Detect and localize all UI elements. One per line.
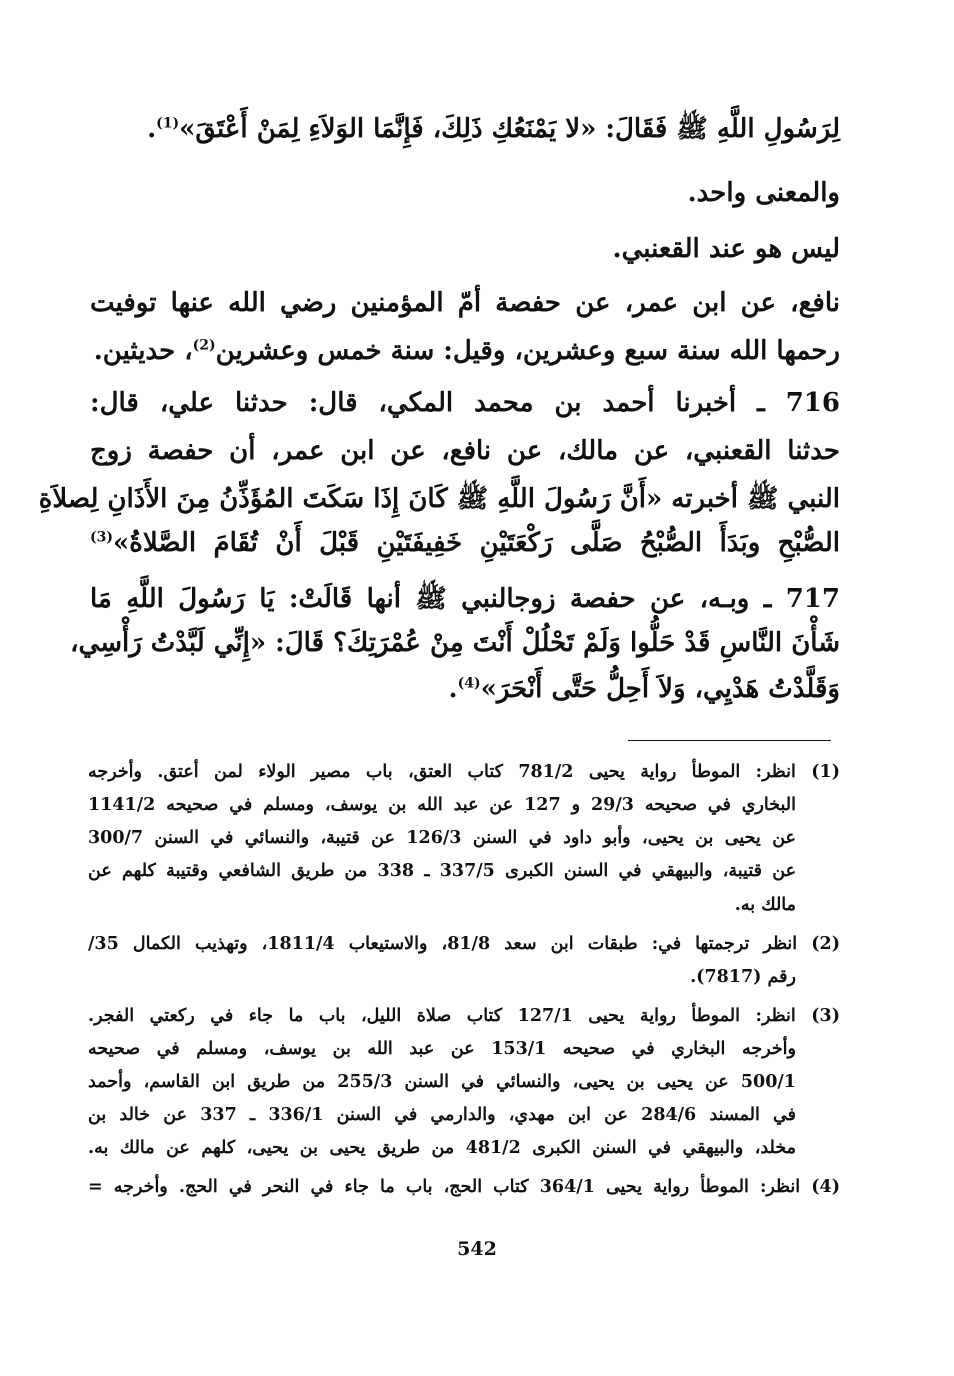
footnote-4-line-1: (4) انظر: الموطأ رواية يحيى 364/1 كتاب الحج، باب ما جاء في النحر في الحج. وأخرجه =	[88, 1177, 841, 1197]
main-line-4: نافع، عن ابن عمر، عن حفصة أمّ المؤمنين رضي الله عنها توفيت	[90, 288, 840, 318]
footnote-ref-2: (2)	[192, 337, 216, 354]
hadith-716-line-2: حدثنا القعنبي، عن مالك، عن نافع، عن ابن عمر، أن حفصة زوج	[90, 436, 840, 466]
hadith-717-line-3-end: .	[448, 674, 458, 704]
footnote-2-line-1: (2) انظر ترجمتها في: طبقات ابن سعد 81/8، والاستيعاب 1811/4، وتهذيب الكمال 35/	[88, 934, 840, 954]
hadith-number-716: 716	[785, 388, 840, 418]
hadith-717-line-3	[449, 674, 841, 704]
footnote-1-line-3: عن يحيى بن يحيى، وأبو داود في السنن 126/3 عن قتيبة، والنسائي في السنن 300/7	[88, 828, 796, 848]
main-line-1-end: .	[147, 114, 157, 144]
main-line-3: ليس هو عند القعنبي.	[612, 234, 840, 264]
hadith-717-line-1	[90, 582, 840, 620]
footnote-1-line-1: (1) انظر: الموطأ رواية يحيى 781/2 كتاب العتق، باب مصير الولاء لمن أعتق. وأخرجه	[88, 762, 840, 782]
main-line-1	[147, 112, 840, 150]
main-line-5-end: ، حديثين.	[93, 336, 193, 366]
footnote-3-line-5: مخلد، والبيهقي في السنن الكبرى 481/2 من طريق يحيى بن يحيى، كلهم عن مالك به.	[88, 1138, 796, 1158]
hadith-717-heading: ـ وبـه، عن حفصة زوجالنبي ﷺ أنها قَالَتْ: يَا رَسُولَ اللَّهِ مَا	[90, 584, 786, 614]
footnote-2-line-2: رقم (7817).	[690, 967, 796, 987]
footnote-3-line-3: 500/1 عن يحيى بن يحيى، والنسائي في السنن 255/3 من طريق ابن القاسم، وأحمد	[88, 1072, 796, 1092]
hadith-717-line-3-text: وَقَلَّدْتُ هَدْيِي، وَلاَ أَحِلُّ حَتَّى أَنْحَرَ»	[480, 674, 840, 704]
footnote-1-line-5: مالك به.	[734, 895, 796, 915]
page-number: 542	[457, 1238, 497, 1260]
footnote-1-line-4: عن قتيبة، والبيهقي في السنن الكبرى 337/5 ـ 338 من طريق الشافعي وقتيبة كلهم عن	[88, 861, 797, 881]
footnote-ref-1: (1)	[156, 115, 180, 132]
hadith-716-line-3: النبي ﷺ أخبرته «أَنَّ رَسُولَ اللَّهِ ﷺ كَانَ إِذَا سَكَتَ المُؤَذِّنُ مِنَ الأَذَانِ لِصلاَةِ	[38, 484, 840, 514]
footnote-3-line-1: (3) انظر: الموطأ رواية يحيى 127/1 كتاب صلاة الليل، باب ما جاء في ركعتي الفجر.	[88, 1006, 840, 1026]
main-line-2: والمعنى واحد.	[687, 178, 840, 208]
hadith-number-717: 717	[785, 584, 840, 614]
main-line-5	[94, 336, 840, 366]
footnote-3-line-4: في المسند 284/6 عن ابن مهدي، والدارمي في السنن 336/1 ـ 337 عن خالد بن	[88, 1105, 797, 1125]
hadith-716-line-1	[90, 388, 840, 418]
main-line-1-text: لِرَسُولِ اللَّهِ ﷺ فَقَالَ: «لا يَمْنَعُكِ ذَلِكَ، فَإِنَّمَا الوَلاَءِ لِمَنْ أَعْتَقَ»	[179, 114, 840, 144]
footnote-3-line-2: وأخرجه البخاري في صحيحه 153/1 عن عبد الله بن يوسف، ومسلم في صحيحه	[88, 1039, 796, 1059]
footnote-ref-3: (3)	[90, 529, 113, 546]
hadith-716-line-4-text: الصُّبْحِ وبَدَأَ الصُّبْحُ صَلَّى رَكْعَتَيْنِ خَفِيفَتَيْنِ قَبْلَ أَنْ تُقَامَ الصَّلاةُ»	[113, 528, 840, 558]
footnote-ref-4: (4)	[457, 675, 481, 692]
hadith-717-line-2: شَأْنَ النَّاسِ قَدْ حَلُّوا وَلَمْ تَحْلُلْ أَنْتَ مِنْ عُمْرَتِكَ؟ قَالَ: «إِنِّي لَبَّدْتُ رَأْسِي،	[70, 628, 840, 658]
hadith-716-line-4	[90, 528, 840, 558]
main-line-5-text: رحمها الله سنة سبع وعشرين، وقيل: سنة خمس وعشرين	[215, 336, 840, 366]
footnote-separator	[628, 740, 831, 741]
footnote-1-line-2: البخاري في صحيحه 29/3 و 127 عن عبد الله بن يوسف، ومسلم في صحيحه 1141/2	[88, 795, 796, 815]
hadith-716-heading: ـ أخبرنا أحمد بن محمد المكي، قال: حدثنا علي، قال:	[90, 388, 786, 418]
